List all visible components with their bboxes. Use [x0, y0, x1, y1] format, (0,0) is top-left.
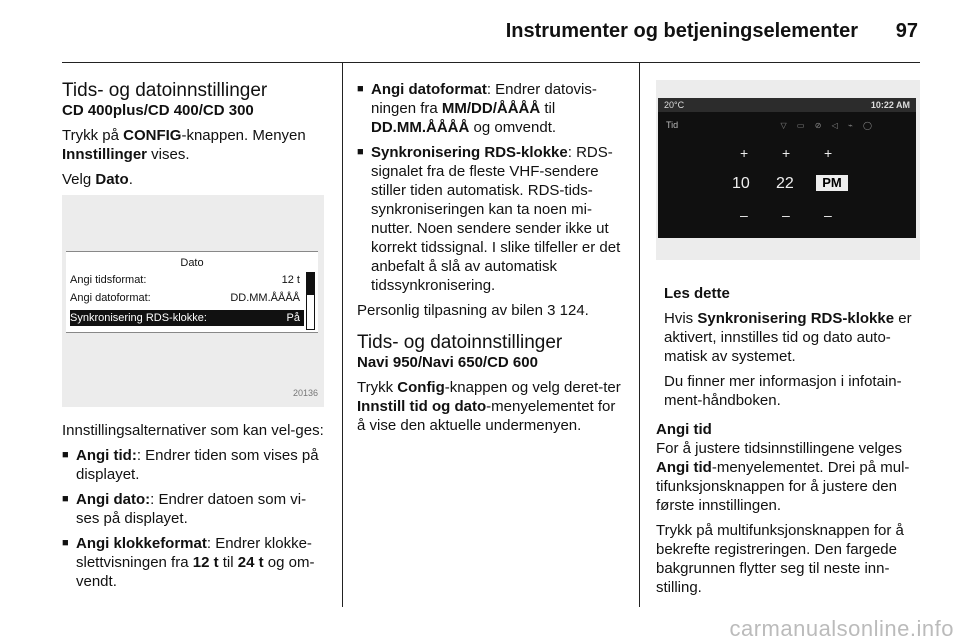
menu-row-date-format: Angi datoformat: DD.MM.ÅÅÅÅ [70, 292, 300, 304]
plus-icon: + [824, 145, 833, 161]
paragraph: Velg Dato. [62, 171, 133, 188]
figure-code: 20136 [292, 388, 318, 398]
paragraph: For å justere tidsinnstillingene velges Angi tid-menyelementet. Drei på mul-tifunksjonsknappen for å justere den første innstillingen. [656, 440, 910, 514]
temperature: 20°C [664, 100, 685, 110]
page-number: 97 [895, 20, 918, 42]
section-subheading: CD 400plus/CD 400/CD 300 [62, 102, 254, 119]
plus-icon: + [782, 145, 791, 161]
dato-settings-figure [62, 195, 324, 407]
minus-icon: – [740, 207, 748, 223]
cross-reference: Personlig tilpasning av bilen 3 124. [357, 302, 589, 319]
menu-row-time-format: Angi tidsformat: 12 t [70, 274, 300, 286]
note-box [656, 284, 924, 410]
paragraph: Trykk på CONFIG-knappen. Menyen Innstillinger vises. [62, 127, 306, 163]
footer-watermark: carmanualsonline.info [729, 616, 954, 641]
column-3 [656, 62, 924, 603]
minute-value: 22 [776, 175, 794, 192]
paragraph: Du finner mer informasjon i infotain-ment-håndboken. [664, 373, 902, 409]
column-divider [639, 62, 640, 607]
menu-row-rds-sync: Synkronisering RDS-klokke: På [70, 310, 304, 326]
section-heading: Tids- og datoinnstillinger [62, 80, 268, 101]
options-list [357, 80, 623, 295]
menu-scrollbar [306, 272, 315, 330]
column-2 [357, 80, 623, 441]
dato-menu-title: Dato [180, 257, 204, 269]
section-subheading: Angi tid [656, 421, 712, 438]
list-item: ■ Synkronisering RDS-klokke: RDS-signalet fra de fleste VHF-sendere stiller tiden automatisk. RDS-tids-synkroniseringen kan ta noen mi-nutter. Noen sendere sender ikke ut korrekt tidssignal. I slike tilfeller er det anbefalt å slå av automatisk tidssynkronisering. [357, 143, 623, 295]
paragraph: Innstillingsalternativer som kan vel-ges: [62, 422, 324, 439]
header-title: Instrumenter og betjeningselementer [505, 20, 858, 42]
page-header [62, 0, 920, 63]
column-divider [342, 62, 343, 607]
list-item: ■ Angi tid:: Endrer tiden som vises på displayet. [62, 446, 327, 484]
list-item: ■ Angi klokkeformat: Endrer klokke-slettvisningen fra 12 t til 24 t og om-vendt. [62, 534, 327, 591]
clock-time: 10:22 AM [870, 100, 910, 110]
minus-icon: – [782, 207, 790, 223]
ampm-value: PM [816, 175, 848, 191]
hour-value: 10 [732, 175, 750, 192]
status-icons: ▽ ▭ ⊘ ◁ ⌁ ◯ [780, 121, 876, 130]
note-title: Les dette [664, 285, 730, 302]
screen-label: Tid [666, 120, 679, 130]
clock-settings-figure [656, 80, 920, 260]
paragraph: Trykk på multifunksjonsknappen for å bekrefte registreringen. Den fargede bakgrunnen flytter seg til neste inn-stilling. [656, 522, 904, 596]
dato-menu-panel [66, 251, 318, 333]
paragraph: Trykk Config-knappen og velg deret-ter Innstill tid og dato-menyelementet for å vise den aktuelle undermenyen. [357, 379, 621, 434]
section-subheading: Navi 950/Navi 650/CD 600 [357, 354, 538, 371]
section-heading: Tids- og datoinnstillinger [357, 332, 563, 353]
minus-icon: – [824, 207, 832, 223]
options-list [62, 446, 327, 591]
clock-screen [658, 98, 916, 238]
list-item: ■ Angi datoformat: Endrer datovis-ningen fra MM/DD/ÅÅÅÅ til DD.MM.ÅÅÅÅ og omvendt. [357, 80, 623, 137]
list-item: ■ Angi dato:: Endrer datoen som vi-ses på displayet. [62, 490, 327, 528]
paragraph: Hvis Synkronisering RDS-klokke er aktivert, innstilles tid og dato auto-matisk av systemet. [664, 310, 912, 365]
status-bar [658, 98, 916, 112]
plus-icon: + [740, 145, 749, 161]
column-1 [62, 80, 327, 597]
arrow-icon: 3 [547, 302, 556, 319]
